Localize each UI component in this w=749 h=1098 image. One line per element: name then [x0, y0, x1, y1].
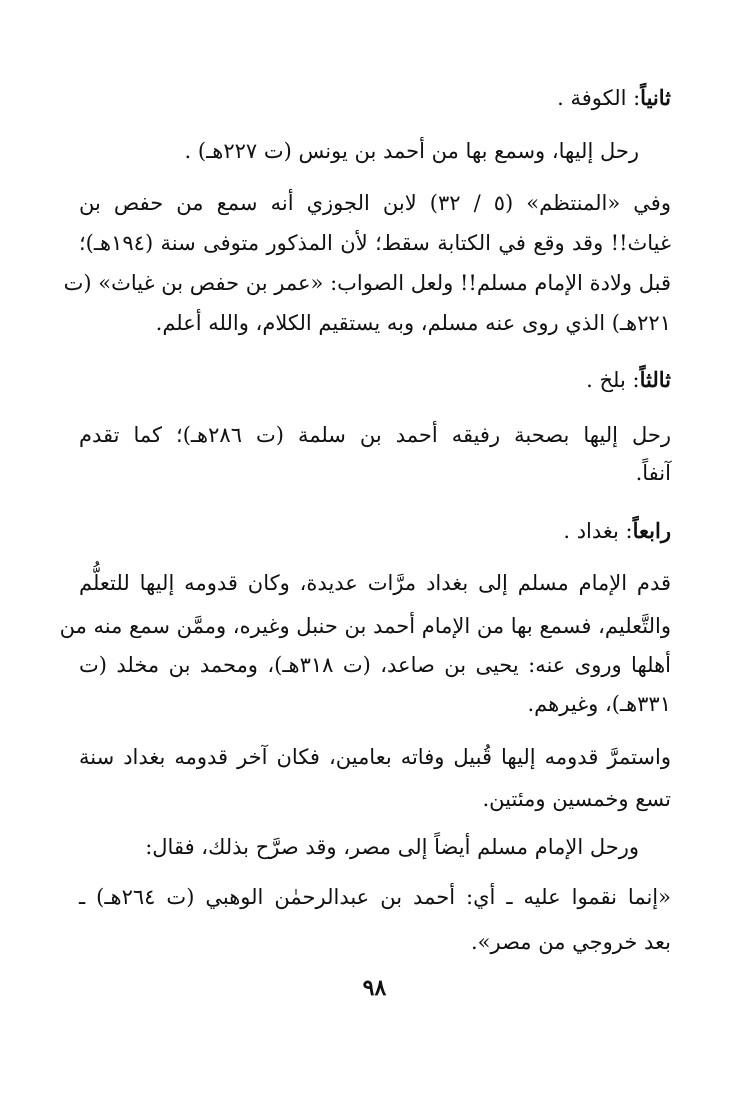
- heading-place: : الكوفة .: [557, 86, 641, 110]
- heading-ordinal: ثالثاً: [639, 367, 671, 392]
- paragraph-note-line: وفي «المنتظم» (٥ / ٣٢) لابن الجوزي أنه سمع من حفص بن: [79, 191, 671, 215]
- section-heading-kufa: [79, 81, 671, 115]
- heading-ordinal: ثانياً: [640, 85, 671, 110]
- paragraph-baghdad-line: والتَّعليم، فسمع بها من الإمام أحمد بن حنبل وغيره، وممَّن سمع منه من: [59, 614, 671, 638]
- paragraph-note-line: قبل ولادة الإمام مسلم!! ولعل الصواب: «عمر بن حفص بن غياث» (ت: [63, 271, 671, 295]
- section-heading-baghdad: [79, 514, 671, 548]
- section-heading-balkh: [79, 363, 671, 397]
- paragraph-note-line: ٢٢١هـ) الذي روى عنه مسلم، وبه يستقيم الكلام، والله أعلم.: [155, 311, 671, 335]
- paragraph-balkh-line: آنفاً.: [635, 461, 671, 485]
- heading-place: : بغداد .: [563, 519, 633, 543]
- paragraph-note-line: غياث!! وقد وقع في الكتابة سقط؛ لأن المذكور متوفى سنة (١٩٤هـ)؛: [79, 231, 671, 255]
- paragraph-baghdad-line: أهلها وروى عنه: يحيى بن صاعد، (ت ٣١٨هـ)، ومحمد بن مخلد (ت: [79, 653, 671, 677]
- paragraph-egypt: ورحل الإمام مسلم أيضاً إلى مصر، وقد صرَّح بذلك، فقال:: [145, 835, 639, 859]
- heading-ordinal: رابعاً: [632, 518, 671, 543]
- quote-line: «إنما نقموا عليه ـ أي: أحمد بن عبدالرحمٰن الوهبي (ت ٢٦٤هـ) ـ: [79, 885, 671, 909]
- paragraph-baghdad-line: قدم الإمام مسلم إلى بغداد مرَّات عديدة، وكان قدومه إليها للتعلُّم: [79, 571, 671, 595]
- paragraph-baghdad-line: ٣٣١هـ)، وغيرهم.: [527, 692, 671, 716]
- page-number: ٩٨: [362, 975, 387, 1001]
- paragraph-last-visit-line: واستمرَّ قدومه إليها قُبيل وفاته بعامين، فكان آخر قدومه بغداد سنة: [79, 745, 671, 769]
- heading-place: : بلخ .: [586, 368, 640, 392]
- paragraph-balkh-line: رحل إليها بصحبة رفيقه أحمد بن سلمة (ت ٢٨٦هـ)؛ كما تقدم: [79, 423, 671, 447]
- paragraph-kufa: رحل إليها، وسمع بها من أحمد بن يونس (ت ٢٢٧هـ) .: [184, 139, 639, 163]
- paragraph-last-visit-line: تسع وخمسين ومئتين.: [482, 787, 671, 811]
- quote-line: بعد خروجي من مصر».: [470, 930, 671, 954]
